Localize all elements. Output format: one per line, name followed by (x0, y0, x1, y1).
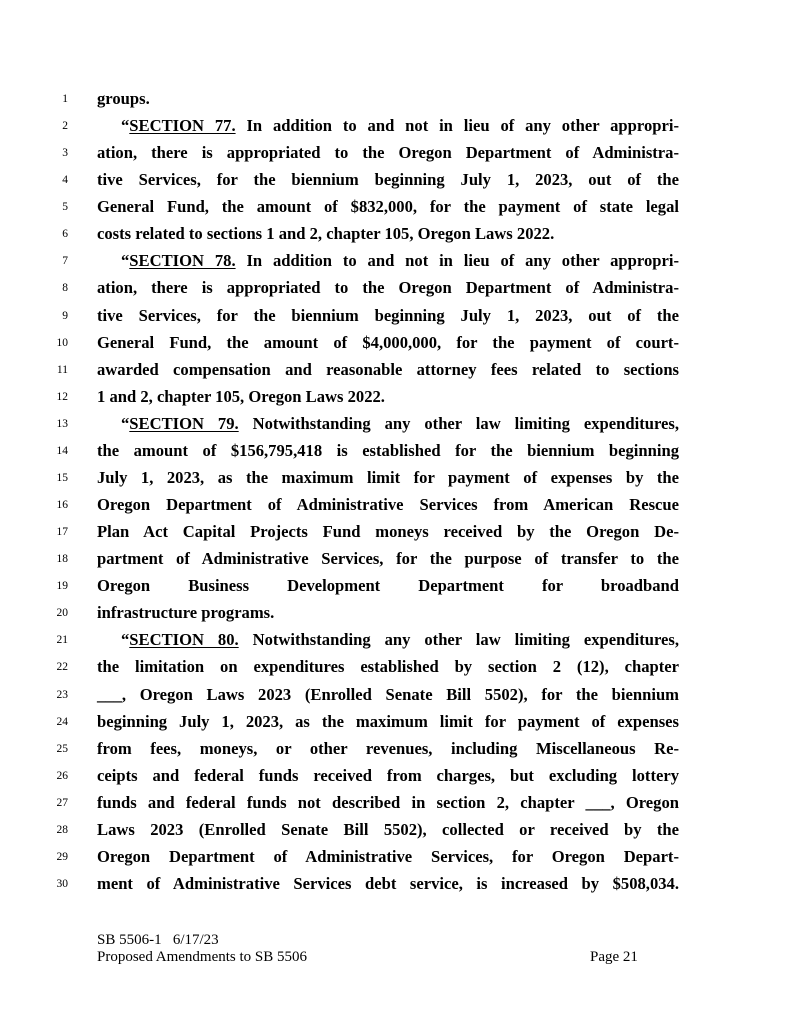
line-number: 16 (56, 499, 68, 512)
open-quote: “ (121, 413, 130, 433)
line-number: 15 (56, 471, 68, 484)
line-number: 10 (56, 336, 68, 349)
text-line (97, 88, 679, 110)
text-line (97, 738, 679, 760)
line-text: partment of Administrative Services, for the purpose of transfer to the (97, 549, 679, 569)
line-text: Oregon Department of Administrative Services, for Oregon Depart- (97, 846, 679, 866)
footer-page-number: Page 21 (590, 949, 638, 965)
line-number: 9 (62, 309, 68, 322)
line-text: ment of Administrative Services debt service, is increased by $508,034. (97, 874, 679, 894)
text-line (97, 169, 679, 191)
line-text: beginning July 1, 2023, as the maximum limit for payment of expenses (97, 711, 679, 731)
line-number: 18 (56, 553, 68, 566)
line-text: ceipts and federal funds received from charges, but excluding lottery (97, 765, 679, 785)
text-line (97, 873, 679, 895)
text-line (97, 711, 679, 733)
line-number: 2 (62, 120, 68, 133)
open-quote: “ (121, 251, 130, 271)
line-text: Notwithstanding any other law limiting expenditures, (238, 413, 679, 433)
line-number: 8 (62, 282, 68, 295)
line-text: tive Services, for the biennium beginning July 1, 2023, out of the (97, 170, 679, 190)
line-number: 26 (56, 769, 68, 782)
line-text: tive Services, for the biennium beginning July 1, 2023, out of the (97, 305, 679, 325)
line-number: 20 (56, 607, 68, 620)
section-number: SECTION 80. (129, 630, 239, 650)
line-number: 7 (62, 255, 68, 268)
text-line (97, 467, 679, 489)
line-text: Notwithstanding any other law limiting expenditures, (238, 630, 679, 650)
line-text: funds and federal funds not described in section 2, chapter ___, Oregon (97, 792, 679, 812)
line-text: General Fund, the amount of $832,000, for the payment of state legal (97, 197, 679, 217)
section-heading-line (97, 115, 679, 137)
section-number: SECTION 78. (129, 251, 236, 271)
line-number: 4 (62, 174, 68, 187)
open-quote: “ (121, 630, 130, 650)
open-quote: “ (121, 116, 130, 136)
line-text: groups. (97, 89, 150, 108)
text-line (97, 277, 679, 299)
section-heading-line (97, 250, 679, 272)
line-number: 6 (62, 228, 68, 241)
line-text: ___, Oregon Laws 2023 (Enrolled Senate Bill 5502), for the biennium (97, 684, 679, 704)
line-number: 5 (62, 201, 68, 214)
line-text: ation, there is appropriated to the Oregon Department of Administra- (97, 143, 679, 163)
footer-description: Proposed Amendments to SB 5506 (97, 949, 308, 965)
line-text: ation, there is appropriated to the Oregon Department of Administra- (97, 278, 679, 298)
text-line (97, 792, 679, 814)
text-line (97, 765, 679, 787)
line-number: 14 (56, 444, 68, 457)
text-line (97, 440, 679, 462)
line-text: In addition to and not in lieu of any other appropri- (235, 116, 679, 136)
text-line (97, 305, 679, 327)
line-text: General Fund, the amount of $4,000,000, for the payment of court- (97, 332, 679, 352)
text-line (97, 332, 679, 354)
line-text: the amount of $156,795,418 is established for the biennium beginning (97, 440, 679, 460)
line-number: 29 (56, 850, 68, 863)
text-line (97, 656, 679, 678)
line-number: 1 (62, 93, 68, 105)
line-number: 19 (56, 580, 68, 593)
line-number: 25 (56, 742, 68, 755)
text-line (97, 548, 679, 570)
text-line (97, 819, 679, 841)
line-number: 11 (56, 363, 68, 376)
text-line (97, 196, 679, 218)
text-line (97, 602, 679, 624)
line-number: 3 (62, 147, 68, 160)
line-number: 23 (56, 688, 68, 701)
section-heading-line (97, 413, 679, 435)
section-heading-line (97, 629, 679, 651)
text-line (97, 575, 679, 597)
line-text: Laws 2023 (Enrolled Senate Bill 5502), collected or received by the (97, 819, 679, 839)
line-text: Oregon Business Development Department for broadband (97, 576, 679, 596)
text-line (97, 223, 679, 245)
line-text: from fees, moneys, or other revenues, including Miscellaneous Re- (97, 738, 679, 758)
footer-bill-id: SB 5506-1 6/17/23 (97, 932, 219, 948)
line-number: 21 (56, 634, 68, 647)
line-number: 13 (56, 417, 68, 430)
line-text: awarded compensation and reasonable attorney fees related to sections (97, 359, 679, 379)
line-number: 24 (56, 715, 68, 728)
text-line (97, 521, 679, 543)
text-line (97, 684, 679, 706)
line-text: infrastructure programs. (97, 603, 275, 623)
text-line (97, 846, 679, 868)
line-number: 27 (56, 796, 68, 809)
line-number: 22 (56, 661, 68, 674)
line-text: 1 and 2, chapter 105, Oregon Laws 2022. (97, 386, 385, 406)
section-number: SECTION 79. (129, 413, 239, 433)
line-number: 12 (56, 390, 68, 403)
section-number: SECTION 77. (129, 116, 236, 136)
line-text: July 1, 2023, as the maximum limit for payment of expenses by the (97, 467, 679, 487)
line-text: Plan Act Capital Projects Fund moneys received by the Oregon De- (97, 522, 679, 542)
line-text: costs related to sections 1 and 2, chapter 105, Oregon Laws 2022. (97, 224, 555, 244)
line-number: 28 (56, 823, 68, 836)
line-text: Oregon Department of Administrative Services from American Rescue (97, 495, 679, 515)
line-number: 17 (56, 526, 68, 539)
text-line (97, 386, 679, 408)
line-text: the limitation on expenditures established by section 2 (12), chapter (97, 657, 679, 677)
text-line (97, 142, 679, 164)
line-number: 30 (56, 878, 68, 891)
line-text: In addition to and not in lieu of any other appropri- (235, 251, 679, 271)
text-line (97, 359, 679, 381)
text-line (97, 494, 679, 516)
